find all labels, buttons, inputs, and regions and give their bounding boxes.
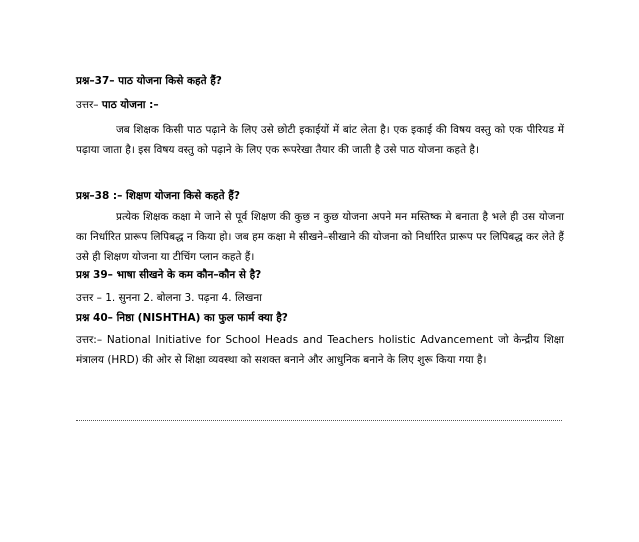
answer-38-paragraph: [76, 207, 564, 267]
answer-37-heading: पाठ योजना :–: [101, 99, 159, 111]
question-39: प्रश्न 39– भाषा सीखने के कम कौन–कौन से है?: [76, 269, 262, 281]
answer-37-text: जब शिक्षक किसी पाठ पढ़ाने के लिए उसे छोटी इकाईयों में बांट लेता है। एक इकाई की विषय वस्तु को एक पीरियड में पढ़ाया जाता है। इस विषय वस्तु को पढ़ाने के लिए एक रूपरेखा तैयार की जाती है उसे पाठ योजना कहते है।: [76, 124, 564, 156]
answer-38-text: प्रत्येक शिक्षक कक्षा मे जाने से पूर्व शिक्षण की कुछ न कुछ योजना अपने मन मस्तिष्क मे बनाता है भले ही उस योजना का निर्धारित प्रारूप लिपिबद्ध न किया हो। जब हम कक्षा मे सीखने–सीखाने की योजना को निर्धारित प्रारूप पर लिपिबद्ध कर लेते हैं उसे ही शिक्षण योजना या टीचिंग प्लान कहते हैं।: [76, 211, 564, 263]
dotted-divider: [76, 420, 562, 421]
answer-37-paragraph: [76, 120, 564, 160]
answer-39: उत्तर – 1. सुनना 2. बोलना 3. पढ़ना 4. लिखना: [76, 292, 262, 304]
question-38: प्रश्न–38 :– शिक्षण योजना किसे कहते हैं?: [76, 190, 240, 202]
question-37: प्रश्न–37– पाठ योजना किसे कहते हैं?: [76, 75, 222, 87]
question-40: प्रश्न 40– निष्ठा (NISHTHA) का फुल फार्म क्या है?: [76, 312, 288, 324]
answer-label: उत्तर–: [76, 99, 99, 111]
answer-40-paragraph: उत्तर:– National Initiative for School Heads and Teachers holistic Advancement जो केन्द्रीय शिक्षा मंत्रालय (HRD) की ओर से शिक्षा व्यवस्था को सशक्त बनाने और आधुनिक बनाने के लिए शुरू किया गया है।: [76, 334, 564, 366]
answer-37-heading-line: [76, 98, 159, 112]
